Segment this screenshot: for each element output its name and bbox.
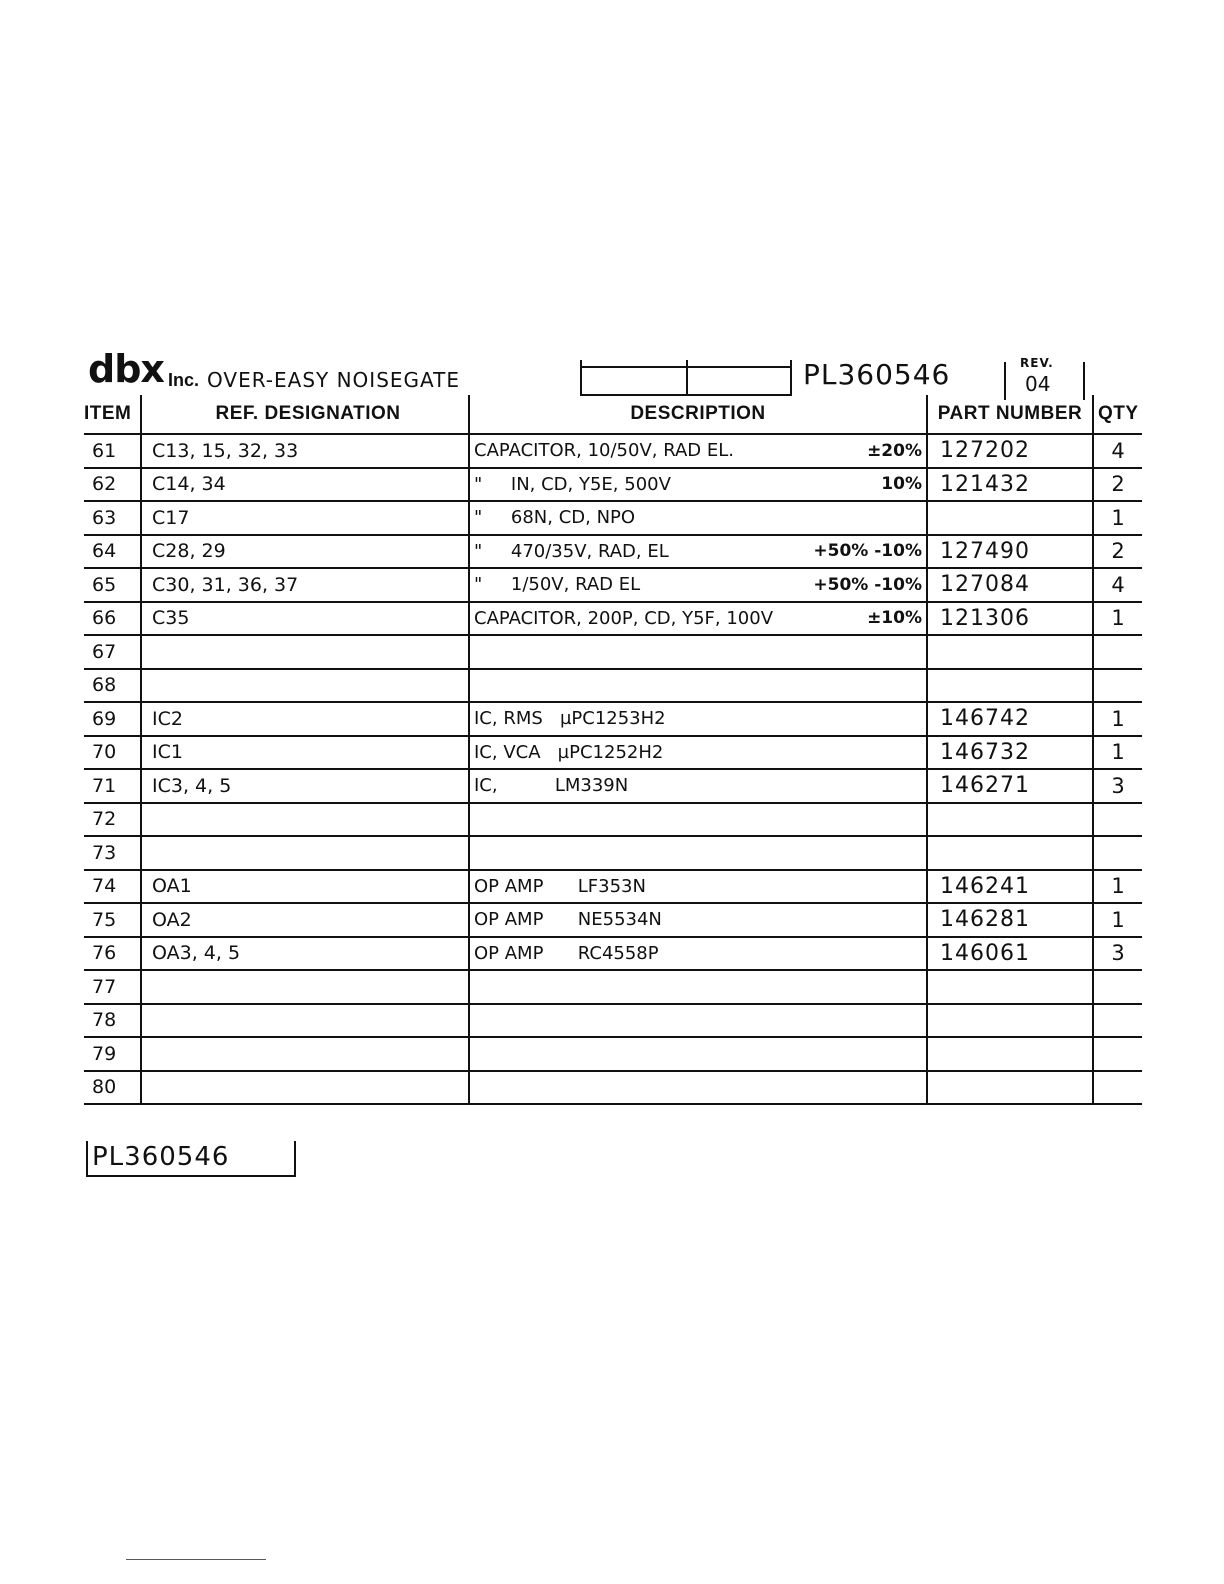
description-cell bbox=[469, 1037, 927, 1071]
quantity bbox=[1093, 1004, 1142, 1038]
header-part-number: PL360546 bbox=[803, 358, 951, 391]
description-cell bbox=[469, 1071, 927, 1105]
tolerance-text: +50% -10% bbox=[813, 574, 922, 595]
part-number bbox=[927, 836, 1093, 870]
ref-designation: OA2 bbox=[141, 903, 469, 937]
description-text: CAPACITOR, 10/50V, RAD EL. bbox=[474, 440, 734, 462]
description-cell bbox=[469, 669, 927, 703]
description-text: OP AMP LF353N bbox=[474, 875, 646, 897]
description-text: " 470/35V, RAD, EL bbox=[474, 540, 669, 562]
description-wrap bbox=[474, 708, 922, 729]
quantity: 2 bbox=[1093, 468, 1142, 502]
description-wrap bbox=[474, 440, 922, 461]
description-cell bbox=[469, 468, 927, 502]
ref-designation: OA1 bbox=[141, 870, 469, 904]
ref-designation bbox=[141, 669, 469, 703]
description-wrap bbox=[474, 909, 922, 930]
quantity: 3 bbox=[1093, 937, 1142, 971]
item-number: 61 bbox=[84, 434, 141, 468]
ref-designation bbox=[141, 970, 469, 1004]
table-row bbox=[84, 736, 1142, 770]
ref-designation: C13, 15, 32, 33 bbox=[141, 434, 469, 468]
item-number: 67 bbox=[84, 635, 141, 669]
part-number bbox=[927, 1071, 1093, 1105]
table-row bbox=[84, 568, 1142, 602]
brand-suffix: Inc. bbox=[168, 370, 200, 390]
part-number: 146732 bbox=[927, 736, 1093, 770]
item-number: 70 bbox=[84, 736, 141, 770]
header-empty-boxes bbox=[580, 360, 792, 396]
description-cell bbox=[469, 903, 927, 937]
description-cell bbox=[469, 803, 927, 837]
column-header-qty: QTY bbox=[1093, 395, 1142, 434]
description-text: " IN, CD, Y5E, 500V bbox=[474, 473, 671, 495]
table-row bbox=[84, 501, 1142, 535]
description-text: " 1/50V, RAD EL bbox=[474, 574, 641, 596]
part-number: 146241 bbox=[927, 870, 1093, 904]
description-cell bbox=[469, 769, 927, 803]
item-number: 78 bbox=[84, 1004, 141, 1038]
footer-part-number: PL360546 bbox=[92, 1142, 230, 1172]
item-number: 75 bbox=[84, 903, 141, 937]
part-number: 146271 bbox=[927, 769, 1093, 803]
part-number: 127084 bbox=[927, 568, 1093, 602]
ref-designation: C35 bbox=[141, 602, 469, 636]
description-text: IC, RMS µPC1253H2 bbox=[474, 708, 666, 730]
quantity bbox=[1093, 836, 1142, 870]
ref-designation bbox=[141, 1071, 469, 1105]
item-number: 73 bbox=[84, 836, 141, 870]
item-number: 62 bbox=[84, 468, 141, 502]
ref-designation: C17 bbox=[141, 501, 469, 535]
quantity: 1 bbox=[1093, 702, 1142, 736]
part-number: 121432 bbox=[927, 468, 1093, 502]
ref-designation: IC1 bbox=[141, 736, 469, 770]
rev-value: 04 bbox=[1025, 372, 1051, 396]
quantity bbox=[1093, 1071, 1142, 1105]
description-cell bbox=[469, 870, 927, 904]
ref-designation bbox=[141, 803, 469, 837]
ref-designation: IC2 bbox=[141, 702, 469, 736]
ref-designation bbox=[141, 1037, 469, 1071]
item-number: 79 bbox=[84, 1037, 141, 1071]
part-number bbox=[927, 669, 1093, 703]
part-number bbox=[927, 970, 1093, 1004]
description-wrap bbox=[474, 876, 922, 897]
description-cell bbox=[469, 1004, 927, 1038]
table-row bbox=[84, 635, 1142, 669]
item-number: 65 bbox=[84, 568, 141, 602]
quantity bbox=[1093, 669, 1142, 703]
tolerance-text: +50% -10% bbox=[813, 541, 922, 562]
ref-designation: C28, 29 bbox=[141, 535, 469, 569]
description-cell bbox=[469, 501, 927, 535]
quantity bbox=[1093, 1037, 1142, 1071]
quantity: 2 bbox=[1093, 535, 1142, 569]
quantity: 1 bbox=[1093, 736, 1142, 770]
ref-designation: OA3, 4, 5 bbox=[141, 937, 469, 971]
column-header-item: ITEM bbox=[84, 395, 141, 434]
part-number: 146061 bbox=[927, 937, 1093, 971]
description-text: " 68N, CD, NPO bbox=[474, 507, 636, 529]
item-number: 72 bbox=[84, 803, 141, 837]
quantity: 4 bbox=[1093, 568, 1142, 602]
quantity: 1 bbox=[1093, 602, 1142, 636]
part-number: 127490 bbox=[927, 535, 1093, 569]
description-cell bbox=[469, 702, 927, 736]
description-wrap bbox=[474, 775, 922, 796]
tolerance-text: ±20% bbox=[867, 440, 922, 461]
item-number: 69 bbox=[84, 702, 141, 736]
ref-designation: C30, 31, 36, 37 bbox=[141, 568, 469, 602]
quantity: 1 bbox=[1093, 903, 1142, 937]
table-row bbox=[84, 702, 1142, 736]
table-row bbox=[84, 434, 1142, 468]
part-number: 121306 bbox=[927, 602, 1093, 636]
description-text: CAPACITOR, 200P, CD, Y5F, 100V bbox=[474, 607, 774, 629]
item-number: 77 bbox=[84, 970, 141, 1004]
table-row bbox=[84, 535, 1142, 569]
brand-logo: dbx bbox=[88, 347, 164, 391]
table-row bbox=[84, 769, 1142, 803]
description-wrap bbox=[474, 574, 922, 595]
table-row bbox=[84, 669, 1142, 703]
part-number bbox=[927, 1037, 1093, 1071]
table-row bbox=[84, 970, 1142, 1004]
description-cell bbox=[469, 568, 927, 602]
description-wrap bbox=[474, 608, 922, 629]
table-row bbox=[84, 836, 1142, 870]
table-row bbox=[84, 1004, 1142, 1038]
item-number: 76 bbox=[84, 937, 141, 971]
rev-label: REV. bbox=[1020, 356, 1054, 370]
header-separator bbox=[790, 362, 792, 394]
description-wrap bbox=[474, 474, 922, 495]
part-number: 146742 bbox=[927, 702, 1093, 736]
part-number bbox=[927, 803, 1093, 837]
description-cell bbox=[469, 602, 927, 636]
parts-table bbox=[84, 395, 1142, 1105]
part-number bbox=[927, 1004, 1093, 1038]
description-text: IC, LM339N bbox=[474, 775, 629, 797]
quantity: 1 bbox=[1093, 501, 1142, 535]
quantity: 3 bbox=[1093, 769, 1142, 803]
table-row bbox=[84, 937, 1142, 971]
description-cell bbox=[469, 937, 927, 971]
item-number: 63 bbox=[84, 501, 141, 535]
item-number: 66 bbox=[84, 602, 141, 636]
part-number: 146281 bbox=[927, 903, 1093, 937]
quantity bbox=[1093, 803, 1142, 837]
quantity: 4 bbox=[1093, 434, 1142, 468]
ref-designation: C14, 34 bbox=[141, 468, 469, 502]
description-text: OP AMP RC4558P bbox=[474, 942, 659, 964]
item-number: 68 bbox=[84, 669, 141, 703]
description-wrap bbox=[474, 541, 922, 562]
description-wrap bbox=[474, 742, 922, 763]
tolerance-text: ±10% bbox=[867, 608, 922, 629]
description-cell bbox=[469, 970, 927, 1004]
item-number: 64 bbox=[84, 535, 141, 569]
table-header-row bbox=[84, 395, 1142, 434]
table-row bbox=[84, 602, 1142, 636]
ref-designation bbox=[141, 836, 469, 870]
description-wrap bbox=[474, 943, 922, 964]
assembly-name: OVER-EASY NOISEGATE bbox=[207, 368, 461, 392]
quantity bbox=[1093, 970, 1142, 1004]
tolerance-text: 10% bbox=[881, 474, 922, 495]
description-cell bbox=[469, 736, 927, 770]
table-row bbox=[84, 903, 1142, 937]
ref-designation bbox=[141, 635, 469, 669]
table-row bbox=[84, 1071, 1142, 1105]
description-text: IC, VCA µPC1252H2 bbox=[474, 741, 664, 763]
ref-designation bbox=[141, 1004, 469, 1038]
header-box-divider bbox=[686, 360, 688, 394]
ref-designation: IC3, 4, 5 bbox=[141, 769, 469, 803]
parts-table-body bbox=[84, 434, 1142, 1104]
description-cell bbox=[469, 535, 927, 569]
item-number: 71 bbox=[84, 769, 141, 803]
description-cell bbox=[469, 836, 927, 870]
part-number bbox=[927, 635, 1093, 669]
quantity bbox=[1093, 635, 1142, 669]
item-number: 80 bbox=[84, 1071, 141, 1105]
description-cell bbox=[469, 434, 927, 468]
column-header-ref: REF. DESIGNATION bbox=[141, 395, 469, 434]
description-cell bbox=[469, 635, 927, 669]
column-header-part-number: PART NUMBER bbox=[927, 395, 1093, 434]
bottom-rule bbox=[126, 1559, 266, 1560]
column-header-description: DESCRIPTION bbox=[469, 395, 927, 434]
part-number bbox=[927, 501, 1093, 535]
table-row bbox=[84, 803, 1142, 837]
table-row bbox=[84, 468, 1142, 502]
item-number: 74 bbox=[84, 870, 141, 904]
quantity: 1 bbox=[1093, 870, 1142, 904]
description-text: OP AMP NE5534N bbox=[474, 909, 662, 931]
table-row bbox=[84, 1037, 1142, 1071]
part-number: 127202 bbox=[927, 434, 1093, 468]
description-wrap bbox=[474, 507, 922, 528]
table-row bbox=[84, 870, 1142, 904]
